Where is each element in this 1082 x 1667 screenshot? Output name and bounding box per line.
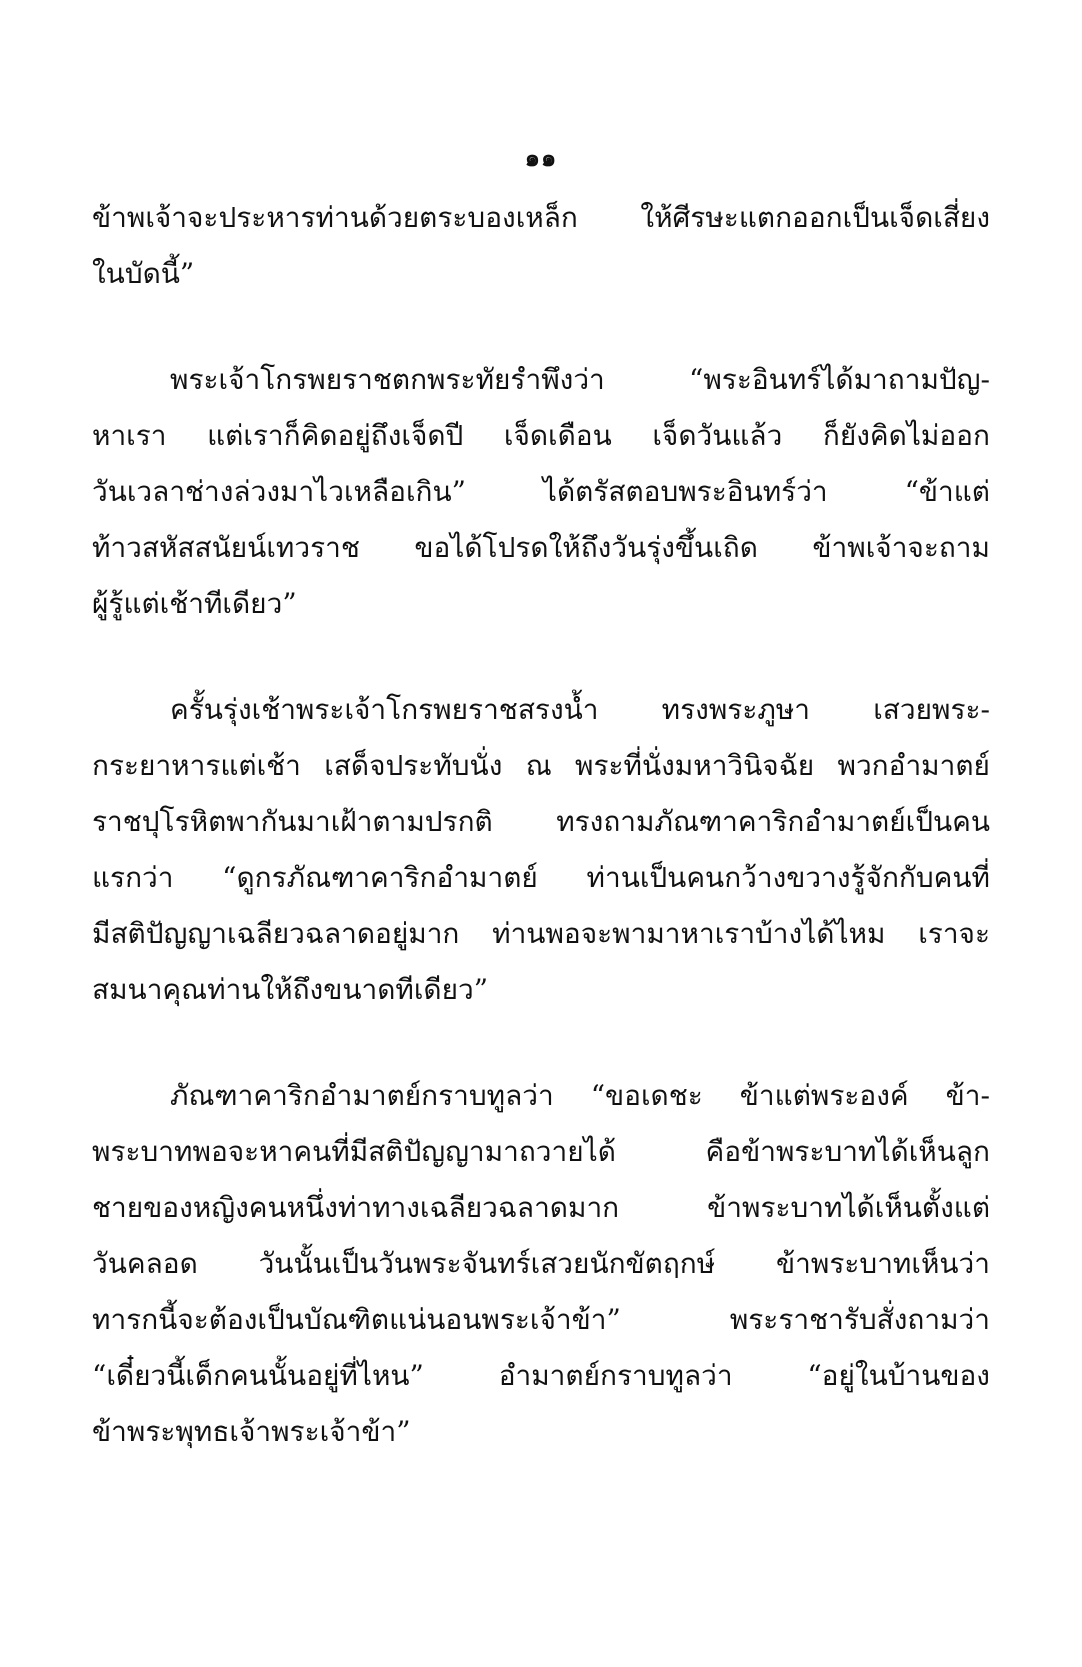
paragraph-gap [92, 302, 990, 352]
word: ท้าวสหัสสนัยน์เทวราช [92, 531, 360, 564]
text-line [92, 906, 990, 962]
paragraph-gap [92, 1018, 990, 1068]
word: เสด็จประทับนั่ง [324, 749, 503, 782]
word: หาเรา [92, 419, 167, 452]
word: ทรงถามภัณฑาคาริกอำมาตย์เป็นคน [556, 805, 990, 838]
word: ข้า- [945, 1079, 990, 1112]
text-line [92, 1236, 990, 1292]
word: “ดูกรภัณฑาคาริกอำมาตย์ [222, 861, 538, 894]
word: ขอได้โปรดให้ถึงวันรุ่งขึ้นเถิด [414, 531, 758, 564]
text-line [92, 1292, 990, 1348]
word: มีสติปัญญาเฉลียวฉลาดอยู่มาก [92, 917, 460, 950]
word: ท่านเป็นคนกว้างขวางรู้จักกับคนที่ [586, 861, 990, 894]
word: ครั้นรุ่งเช้าพระเจ้าโกรพยราชสรงน้ำ [170, 693, 599, 726]
word: ให้ศีรษะแตกออกเป็นเจ็ดเสี่ยง [640, 201, 990, 234]
word: “เดี๋ยวนี้เด็กคนนั้นอยู่ที่ไหน” [92, 1359, 424, 1392]
text-line: ข้าพระพุทธเจ้าพระเจ้าข้า” [92, 1415, 411, 1448]
word: “ขอเดชะ [590, 1079, 703, 1112]
text-line [92, 520, 990, 576]
word: เราจะ [918, 917, 990, 950]
word: เจ็ดเดือน [503, 419, 612, 452]
word: แต่เราก็คิดอยู่ถึงเจ็ดปี [207, 419, 464, 452]
word: วันเวลาช่างล่วงมาไวเหลือเกิน” [92, 475, 466, 508]
text-line [92, 464, 990, 520]
word: อำมาตย์กราบทูลว่า [498, 1359, 733, 1392]
word: ภัณฑาคาริกอำมาตย์กราบทูลว่า [170, 1079, 554, 1112]
text-line [92, 352, 990, 408]
text-line [92, 1068, 990, 1124]
text-line [92, 738, 990, 794]
text-line: ผู้รู้แต่เช้าทีเดียว” [92, 587, 297, 620]
text-line [92, 190, 990, 246]
word: พระบาทพอจะหาคนที่มีสติปัญญามาถวายได้ [92, 1135, 616, 1168]
body-text [92, 190, 990, 1460]
text-line [92, 1348, 990, 1404]
word: ทารกนี้จะต้องเป็นบัณฑิตแน่นอนพระเจ้าข้า” [92, 1303, 621, 1336]
text-line [92, 794, 990, 850]
word: ข้าพเจ้าจะประหารท่านด้วยตระบองเหล็ก [92, 201, 578, 234]
word: แรกว่า [92, 861, 174, 894]
word: ท่านพอจะพามาหาเราบ้างได้ไหม [492, 917, 886, 950]
word: ข้าพระบาทเห็นว่า [776, 1247, 990, 1280]
word: พระที่นั่งมหาวินิจฉัย [574, 749, 815, 782]
word: เจ็ดวันแล้ว [652, 419, 783, 452]
paragraph-gap [92, 632, 990, 682]
word: พระเจ้าโกรพยราชตกพระทัยรำพึงว่า [170, 363, 605, 396]
word: พระราชารับสั่งถามว่า [729, 1303, 990, 1336]
text-line: ในบัดนี้” [92, 257, 195, 290]
word: ข้าพเจ้าจะถาม [812, 531, 990, 564]
word: ราชปุโรหิตพากันมาเฝ้าตามปรกติ [92, 805, 493, 838]
word: “พระอินทร์ได้มาถามปัญ- [689, 363, 990, 396]
word: กระยาหารแต่เช้า [92, 749, 301, 782]
word: “อยู่ในบ้านของ [807, 1359, 990, 1392]
word: คือข้าพระบาทได้เห็นลูก [705, 1135, 990, 1168]
text-line [92, 850, 990, 906]
word: ก็ยังคิดไม่ออก [822, 419, 990, 452]
word: ชายของหญิงคนหนึ่งท่าทางเฉลียวฉลาดมาก [92, 1191, 620, 1224]
word: วันนั้นเป็นวันพระจันทร์เสวยนักขัตฤกษ์ [258, 1247, 716, 1280]
word: ได้ตรัสตอบพระอินทร์ว่า [542, 475, 828, 508]
word: วันคลอด [92, 1247, 198, 1280]
word: พวกอำมาตย์ [837, 749, 990, 782]
word: เสวยพระ- [873, 693, 990, 726]
text-line [92, 1180, 990, 1236]
text-line [92, 1124, 990, 1180]
page-number: ๑๑ [524, 143, 558, 172]
word: ณ [525, 749, 552, 782]
word: ข้าพระบาทได้เห็นตั้งแต่ [707, 1191, 990, 1224]
text-line [92, 682, 990, 738]
word: ข้าแต่พระองค์ [739, 1079, 909, 1112]
word: ทรงพระภูษา [661, 693, 811, 726]
text-line [92, 408, 990, 464]
text-line: สมนาคุณท่านให้ถึงขนาดทีเดียว” [92, 973, 489, 1006]
word: “ข้าแต่ [904, 475, 990, 508]
